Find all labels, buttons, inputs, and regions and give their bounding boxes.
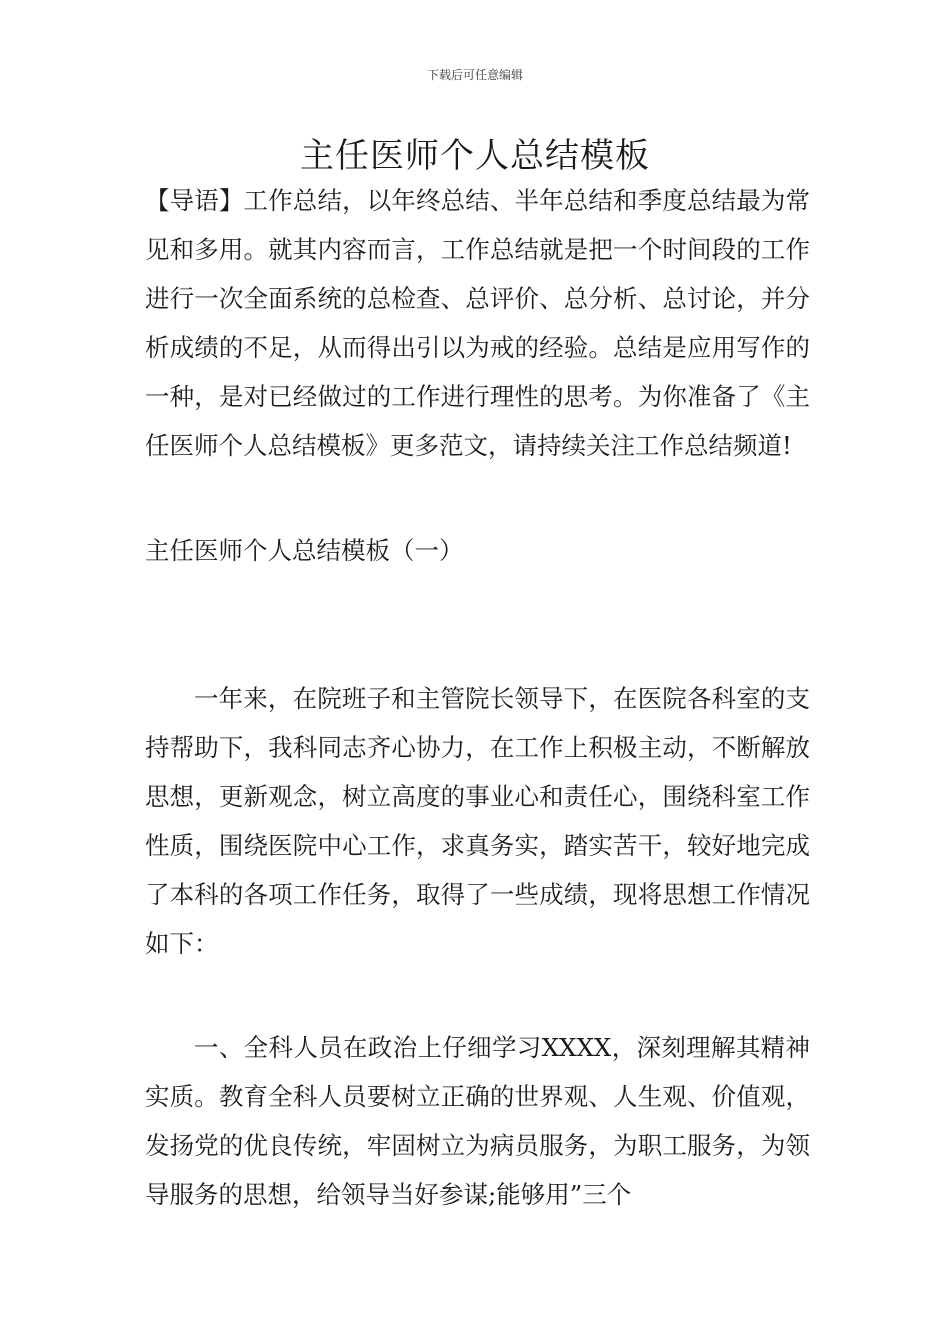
- intro-paragraph: 【导语】工作总结，以年终总结、半年总结和季度总结最为常见和多用。就其内容而言，工作总结就是把一个时间段的工作进行一次全面系统的总检查、总评价、总分析、总讨论，并分析成绩的不足，从而得出引以为戒的经验。总结是应用写作的一种，是对已经做过的工作进行理性的思考。为你准备了《主任医师个人总结模板》更多范文，请持续关注工作总结频道!: [145, 186, 810, 460]
- header-note: 下载后可任意编辑: [426, 68, 523, 82]
- section-heading: 主任医师个人总结模板（一）: [145, 536, 464, 565]
- body-paragraph-1: 一年来，在院班子和主管院长领导下，在医院各科室的支持帮助下，我科同志齐心协力，在工作上积极主动，不断解放思想，更新观念，树立高度的事业心和责任心，围绕科室工作性质，围绕医院中心工作，求真务实，踏实苦干，较好地完成了本科的各项工作任务，取得了一些成绩，现将思想工作情况如下：: [145, 684, 810, 958]
- document-title: 主任医师个人总结模板: [300, 136, 650, 176]
- body-paragraph-2: 一、全科人员在政治上仔细学习XXXX，深刻理解其精神实质。教育全科人员要树立正确的世界观、人生观、价值观，发扬党的优良传统，牢固树立为病员服务，为职工服务，为领导服务的思想，给领导当好参谋;能够用”三个: [145, 1033, 810, 1209]
